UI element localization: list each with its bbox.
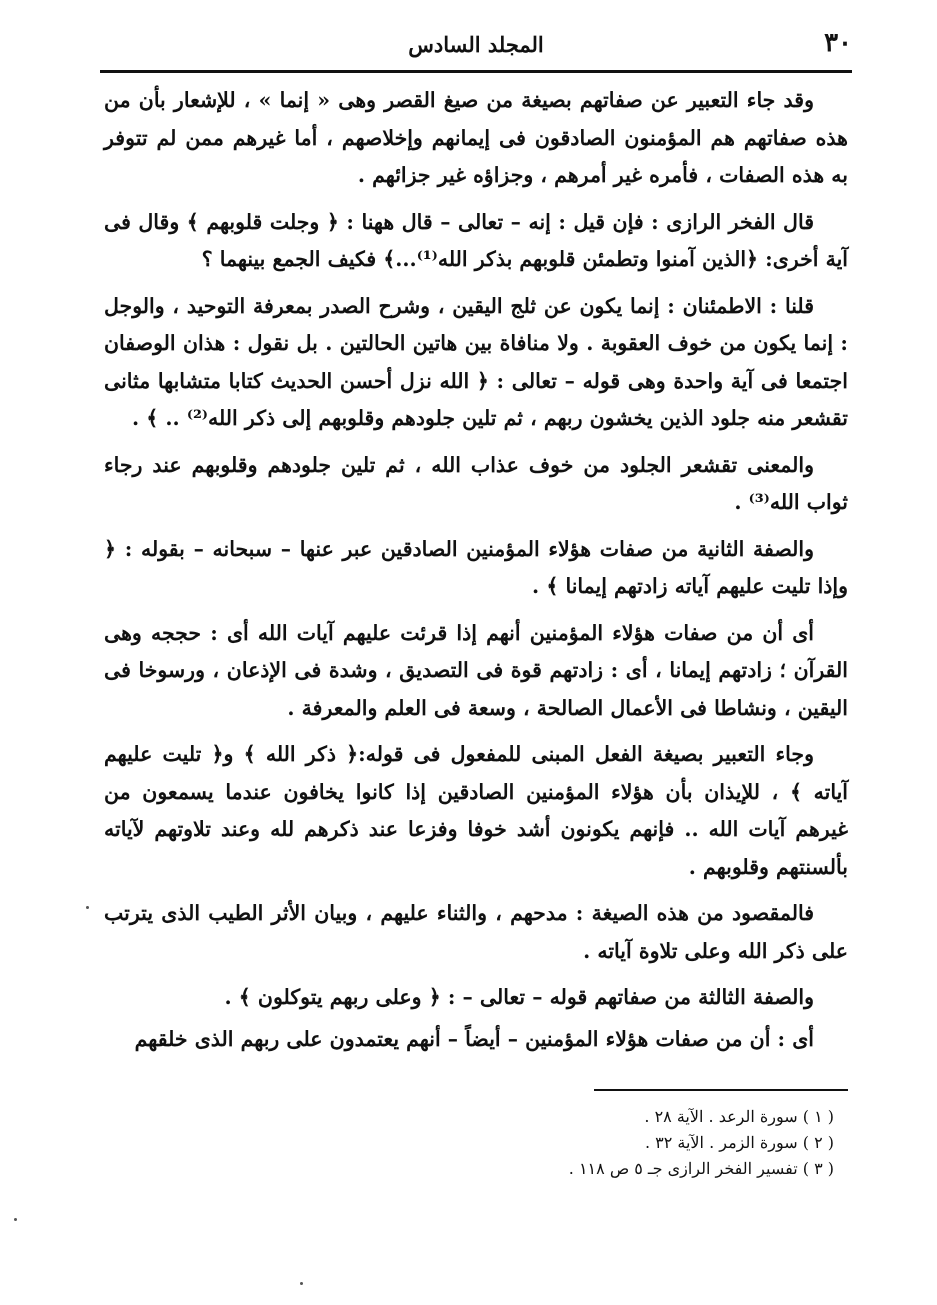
paragraph: والمعنى تقشعر الجلود من خوف عذاب الله ، ثم تلين جلودهم وقلوبهم عند رجاء ثواب الله⁽³⁾ . xyxy=(104,452,848,514)
paragraph: أى : أن من صفات هؤلاء المؤمنين – أيضاً – أنهم يعتمدون على ربهم الذى خلقهم xyxy=(134,1026,814,1051)
paragraph: وجاء التعبير بصيغة الفعل المبنى للمفعول فى قوله:﴿ ذكر الله ﴾ و﴿ تليت عليهم آياته ﴾ ، للإيذان بأن هؤلاء المؤمنين الصادقين إذا كانوا يخافون عندما يسمعون من غيرهم آيات الله .. فإنهم يكونون أشد خوفا وفزعا عند ذكرهم لله وعند تلاوتهم لآياته بألسنتهم وقلوبهم . xyxy=(104,742,848,879)
footnote-rule xyxy=(594,1089,848,1091)
footnote: ( ١ ) سورة الرعد . الآية ٢٨ . xyxy=(644,1107,834,1126)
scan-speck xyxy=(86,906,89,909)
paragraph: والصفة الثانية من صفات هؤلاء المؤمنين الصادقين عبر عنها – سبحانه – بقوله : ﴿ وإذا تليت عليهم آياته زادتهم إيمانا ﴾ . xyxy=(104,536,848,598)
page-header xyxy=(100,22,852,68)
header-rule xyxy=(100,70,852,73)
footnote: ( ٣ ) تفسير الفخر الرازى جـ ٥ ص ١١٨ . xyxy=(568,1159,834,1178)
running-head: المجلد السادس xyxy=(408,32,544,57)
page-number: ٣٠ xyxy=(824,28,852,58)
paragraph: أى أن من صفات هؤلاء المؤمنين أنهم إذا قرئت عليهم آيات الله أى : حججه وهى القرآن ؛ زادتهم إيمانا ، أى : زادتهم قوة فى التصديق ، وشدة فى الإذعان ، ورسوخا فى اليقين ، ونشاطا فى الأعمال الصالحة ، وسعة فى العلم والمعرفة . xyxy=(104,620,848,720)
footnotes xyxy=(104,1104,834,1182)
paragraph: وقد جاء التعبير عن صفاتهم بصيغة من صيغ القصر وهى « إنما » ، للإشعار بأن من هذه صفاتهم هم المؤمنون الصادقون فى إيمانهم وإخلاصهم ، أما غيرهم ممن لم تتوفر به هذه الصفات ، فأمره غير أمرهم ، وجزاؤه غير جزائهم . xyxy=(104,88,848,187)
body-text xyxy=(104,82,848,1062)
footnote: ( ٢ ) سورة الزمر . الآية ٣٢ . xyxy=(644,1133,834,1152)
paragraph: قلنا : الاطمئنان : إنما يكون عن ثلج اليقين ، وشرح الصدر بمعرفة التوحيد ، والوجل : إنما يكون من خوف العقوبة . ولا منافاة بين هاتين الحالتين . بل نقول : هذان الوصفان اجتمعا فى آية واحدة وهى قوله – تعالى : ﴿ الله نزل أحسن الحديث كتابا متشابها مثانى تقشعر منه جلود الذين يخشون ربهم ، ثم تلين جلودهم وقلوبهم إلى ذكر الله⁽²⁾ .. ﴾ . xyxy=(104,293,848,430)
scan-speck xyxy=(14,1218,17,1221)
paragraph: قال الفخر الرازى : فإن قيل : إنه – تعالى – قال ههنا : ﴿ وجلت قلوبهم ﴾ وقال فى آية أخرى: ﴿الذين آمنوا وتطمئن قلوبهم بذكر الله⁽¹⁾...﴾ فكيف الجمع بينهما ؟ xyxy=(104,209,848,271)
paragraph: فالمقصود من هذه الصيغة : مدحهم ، والثناء عليهم ، وبيان الأثر الطيب الذى يترتب على ذكر الله وعلى تلاوة آياته . xyxy=(104,901,848,963)
paragraph: والصفة الثالثة من صفاتهم قوله – تعالى – : ﴿ وعلى ربهم يتوكلون ﴾ . xyxy=(224,985,814,1009)
scan-speck xyxy=(300,1282,303,1285)
